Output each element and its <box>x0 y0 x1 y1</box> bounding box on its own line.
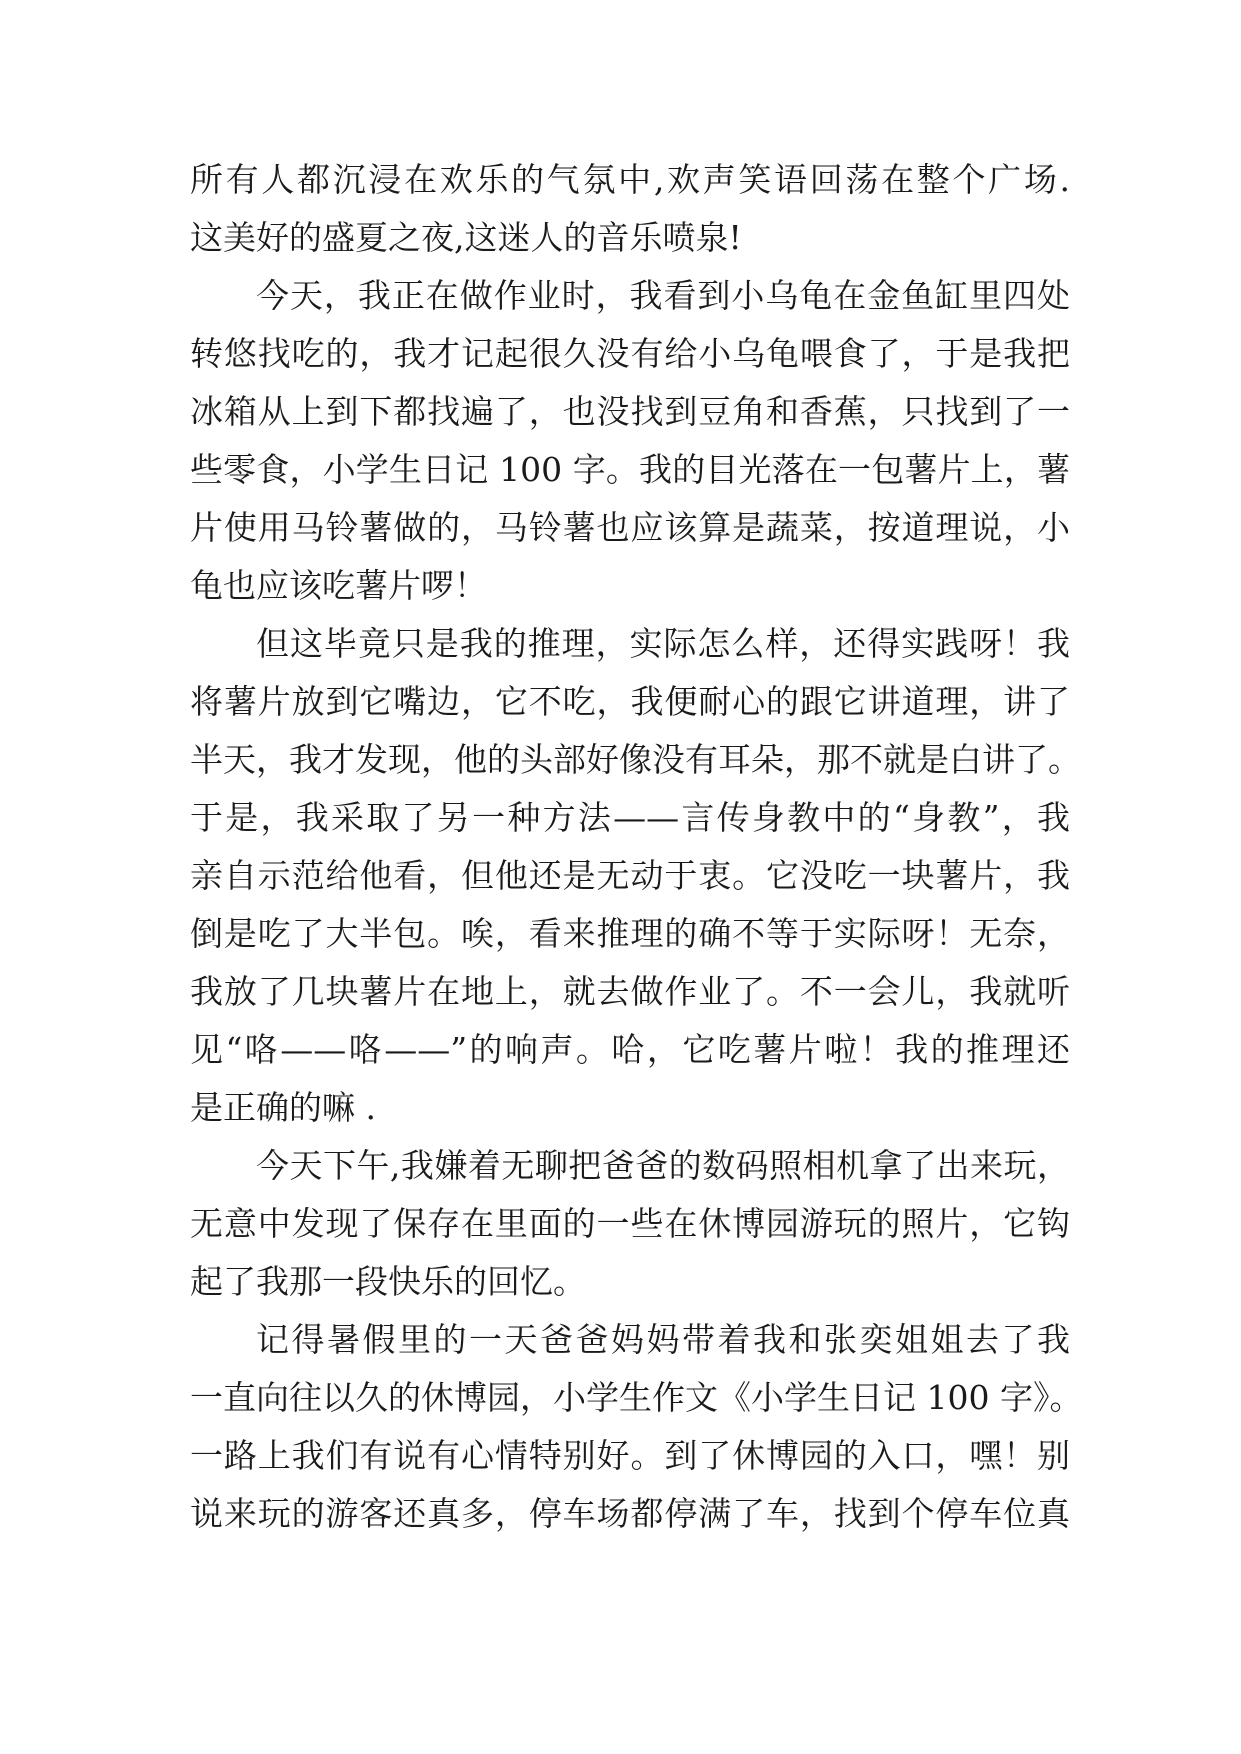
text-line: 将薯片放到它嘴边，它不吃，我便耐心的跟它讲道理，讲了 <box>190 682 1070 721</box>
text-line: 见“咯——咯——”的响声。哈，它吃薯片啦！我的推理还 <box>190 1030 1070 1069</box>
text-line: 但这毕竟只是我的推理，实际怎么样，还得实践呀！我 <box>256 624 1070 663</box>
text-line: 些零食，小学生日记 100 字。我的目光落在一包薯片上，薯 <box>190 450 1070 489</box>
paragraph <box>190 1137 1070 1311</box>
paragraph <box>190 1311 1083 1543</box>
document-body <box>190 151 1083 1543</box>
text-line: 一路上我们有说有心情特别好。到了休博园的入口，嘿！别 <box>190 1436 1070 1475</box>
text-line: 于是，我采取了另一种方法——言传身教中的“身教”，我 <box>190 798 1070 837</box>
text-line: 冰箱从上到下都找遍了，也没找到豆角和香蕉，只找到了一 <box>190 392 1070 431</box>
text-line: 龟也应该吃薯片啰！ <box>190 566 487 605</box>
text-line: 今天，我正在做作业时，我看到小乌龟在金鱼缸里四处 <box>256 276 1070 315</box>
text-line: 记得暑假里的一天爸爸妈妈带着我和张奕姐姐去了我 <box>256 1320 1070 1359</box>
text-line: 所有人都沉浸在欢乐的气氛中,欢声笑语回荡在整个广场. <box>190 160 1070 199</box>
text-line: 起了我那一段快乐的回忆。 <box>190 1262 586 1301</box>
text-line: 片使用马铃薯做的，马铃薯也应该算是蔬菜，按道理说，小 <box>190 508 1070 547</box>
paragraph <box>190 615 1081 1137</box>
text-line: 是正确的嘛 . <box>190 1088 376 1127</box>
paragraph <box>190 267 1070 615</box>
text-line: 亲自示范给他看，但他还是无动于衷。它没吃一块薯片，我 <box>190 856 1070 895</box>
text-line: 今天下午,我嫌着无聊把爸爸的数码照相机拿了出来玩， <box>256 1146 1070 1185</box>
text-line: 半天，我才发现，他的头部好像没有耳朵，那不就是白讲了。 <box>190 740 1081 779</box>
paragraph <box>190 151 1070 267</box>
text-line: 无意中发现了保存在里面的一些在休博园游玩的照片，它钩 <box>190 1204 1070 1243</box>
text-line: 这美好的盛夏之夜,这迷人的音乐喷泉! <box>190 218 742 257</box>
text-line: 倒是吃了大半包。唉，看来推理的确不等于实际呀！无奈， <box>190 914 1070 953</box>
text-line: 转悠找吃的，我才记起很久没有给小乌龟喂食了，于是我把 <box>190 334 1070 373</box>
text-line: 一直向往以久的休博园，小学生作文《小学生日记 100 字》。 <box>190 1378 1083 1417</box>
text-line: 我放了几块薯片在地上，就去做作业了。不一会儿，我就听 <box>190 972 1070 1011</box>
text-line: 说来玩的游客还真多，停车场都停满了车，找到个停车位真 <box>190 1494 1070 1533</box>
